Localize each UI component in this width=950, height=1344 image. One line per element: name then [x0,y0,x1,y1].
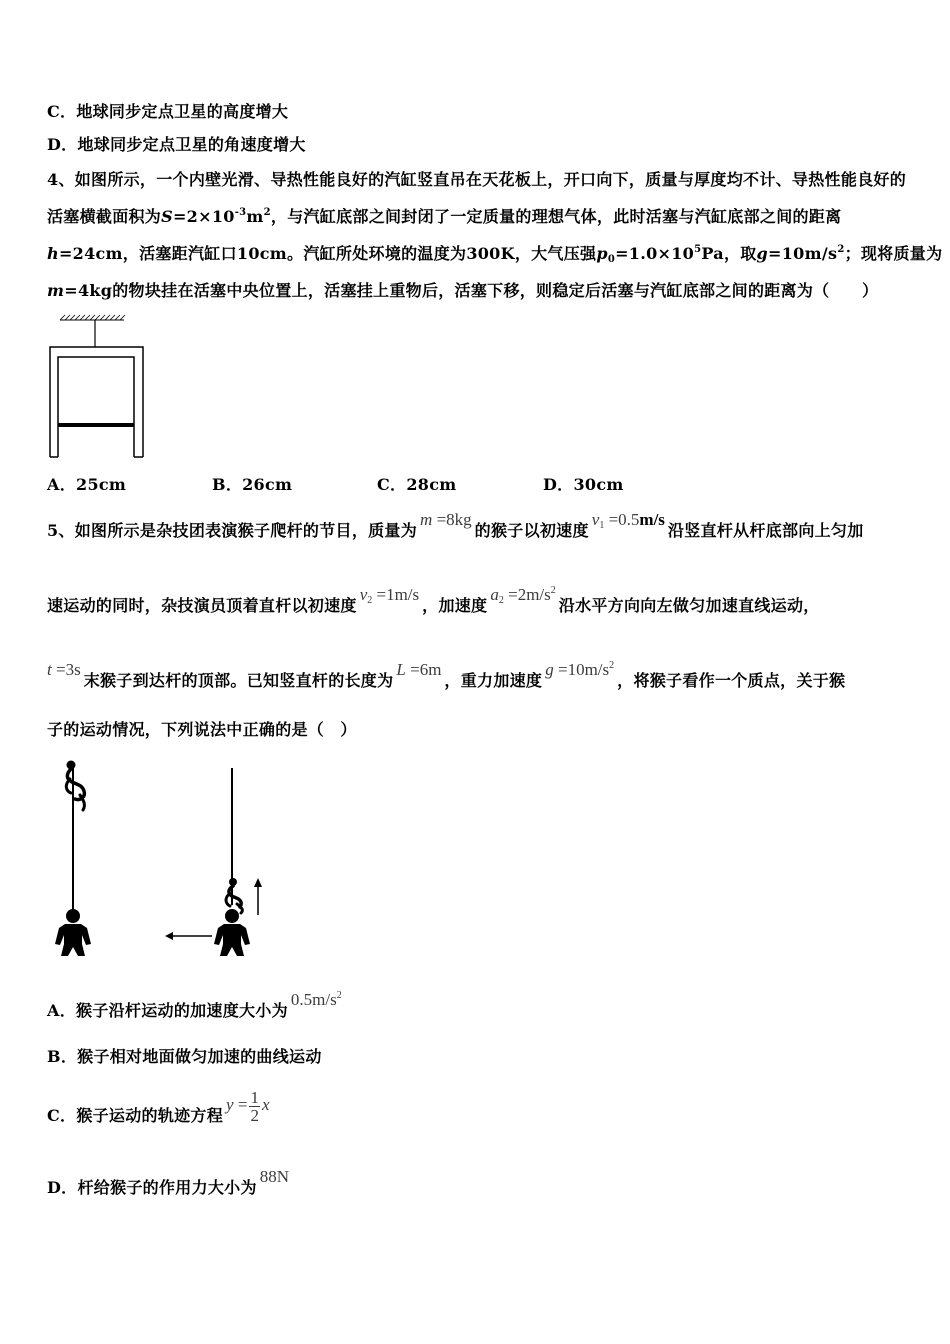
q4-text: 活塞横截面积为 [47,207,162,226]
arrow-left-icon [165,932,212,940]
q4-option-a: A．25cm [47,475,127,494]
q5-stem-line-3 [47,660,846,691]
formula-gravity [542,660,617,679]
q5-stem-line-1 [47,510,864,541]
ceiling-hatch [60,315,125,320]
q4-text: =24cm，活塞距汽缸口10cm。汽缸所处环境的温度为300K，大气压强 [58,244,597,263]
formula-value: 88N [259,1167,290,1186]
subscript: 2 [498,595,504,606]
formula-v2 [357,585,422,604]
variable-mass: m [47,281,65,300]
q5-text: 末猴子到达杆的顶部。已知竖直杆的长度为 [83,671,394,690]
acrobat-right [214,909,250,956]
formula-value: 0.5m/s [290,990,337,1009]
variable-t: t [47,660,52,679]
q4-text: Pa，取 [701,244,757,263]
q5-text: ，将猴子看作一个质点，关于猴 [617,671,846,690]
exponent: 2 [336,990,342,1001]
formula-value: =10m/s [553,660,610,679]
q5-text: 沿水平方向向左做匀加速直线运动， [558,596,820,615]
q4-text: =10m/s [768,244,838,263]
q4-option-d: D．30cm [543,475,624,494]
formula-v1 [589,510,668,529]
q5-option-c [47,1087,272,1126]
option-text: A．猴子沿杆运动的加速度大小为 [47,1001,288,1020]
q5-option-b: B．猴子相对地面做匀加速的曲线运动 [47,1047,322,1066]
q5-text: 的猴子以初速度 [474,521,589,540]
q5-text: 5、如图所示是杂技团表演猴子爬杆的节目，质量为 [47,521,418,540]
cylinder-outer-wall [50,347,143,457]
variable-gravity: g [756,244,769,263]
prev-option-c: C．地球同步定点卫星的高度增大 [47,102,289,121]
q5-text: ，加速度 [422,596,488,615]
q4-stem-line-2 [47,207,841,227]
arrow-up-head [254,878,262,887]
variable-y: y [226,1095,234,1114]
exponent: 2 [550,585,556,596]
monkey-left-body [67,769,84,800]
formula-value: =8kg [432,510,472,529]
option-text: D．杆给猴子的作用力大小为 [47,1178,257,1197]
cylinder-inner-wall [58,357,134,457]
q4-option-b: B．26cm [212,475,293,494]
subscript: 1 [599,520,605,531]
formula-time [47,660,84,679]
q4-stem-line-3 [47,244,942,264]
exponent: 5 [694,244,702,255]
acrobat-left [55,909,91,956]
variable-m: m [420,510,433,529]
variable-v: v [591,510,600,529]
formula-trajectory [223,1087,272,1125]
acrobat-right-body [214,924,250,956]
formula-value: =3s [51,660,81,679]
q5-option-a [47,990,345,1021]
exponent: 2 [609,660,615,671]
option-text: C．猴子运动的轨迹方程 [47,1106,224,1125]
variable-v: v [359,585,368,604]
q5-stem-line-2 [47,585,820,616]
formula-equals: = [233,1095,248,1114]
exponent: 2 [263,207,271,218]
formula-value: =1m/s [372,585,420,604]
q4-text: m [246,207,264,226]
exponent: -3 [234,207,247,218]
formula-value: =2m/s [503,585,551,604]
piston [58,423,134,427]
exponent: 2 [837,244,845,255]
arrow-up-icon [254,878,262,915]
formula-acceleration [288,990,345,1009]
fraction-denominator: 2 [250,1105,259,1125]
formula-mass [417,510,475,529]
prev-option-d: D．地球同步定点卫星的角速度增大 [47,135,306,154]
acrobat-left-head [66,909,80,923]
q4-text: =2×10 [172,207,235,226]
subscript: 0 [607,254,616,265]
formula-unit: m/s [639,510,665,529]
q4-text: ，与汽缸底部之间封闭了一定质量的理想气体，此时活塞与汽缸底部之间的距离 [270,207,842,226]
q5-text: ，重力加速度 [444,671,543,690]
monkey-right [226,878,242,913]
variable-x: x [261,1095,270,1114]
monkey-pole-figure [40,755,280,965]
variable-g: g [545,660,554,679]
formula-length [393,660,444,679]
variable-area: S [161,207,173,226]
q4-stem-line-1: 4、如图所示，一个内壁光滑、导热性能良好的汽缸竖直吊在天花板上，开口向下，质量与厚度均不计、导热性能良好的 [47,170,907,189]
arrow-left-head [165,932,173,940]
q4-option-c: C．28cm [377,475,457,494]
q4-stem-line-4 [47,281,878,301]
q5-stem-line-4: 子的运动情况，下列说法中正确的是（ ） [47,720,357,739]
monkey-right-body [229,886,241,907]
variable-L: L [396,660,406,679]
variable-pressure: p [596,244,608,263]
formula-a2 [487,585,558,604]
cylinder-figure [40,305,155,465]
fraction-numerator: 1 [250,1087,259,1107]
q5-option-d [47,1167,292,1198]
monkey-left [66,761,84,811]
fraction [249,1089,260,1124]
q5-text: 速运动的同时，杂技演员顶着直杆以初速度 [47,596,357,615]
subscript: 2 [367,595,373,606]
q4-text: =4kg的物块挂在活塞中央位置上，活塞挂上重物后，活塞下移，则稳定后活塞与汽缸底部之间的距离为（ ） [64,281,879,300]
acrobat-right-head [225,909,239,923]
acrobat-left-body [55,924,91,956]
formula-value: =0.5 [604,510,640,529]
q4-text: ；现将质量为 [844,244,943,263]
q5-text: 沿竖直杆从杆底部向上匀加 [667,521,864,540]
formula-force [257,1167,292,1186]
variable-height: h [47,244,59,263]
q4-text: =1.0×10 [615,244,695,263]
formula-value: =6m [405,660,442,679]
variable-a: a [490,585,499,604]
